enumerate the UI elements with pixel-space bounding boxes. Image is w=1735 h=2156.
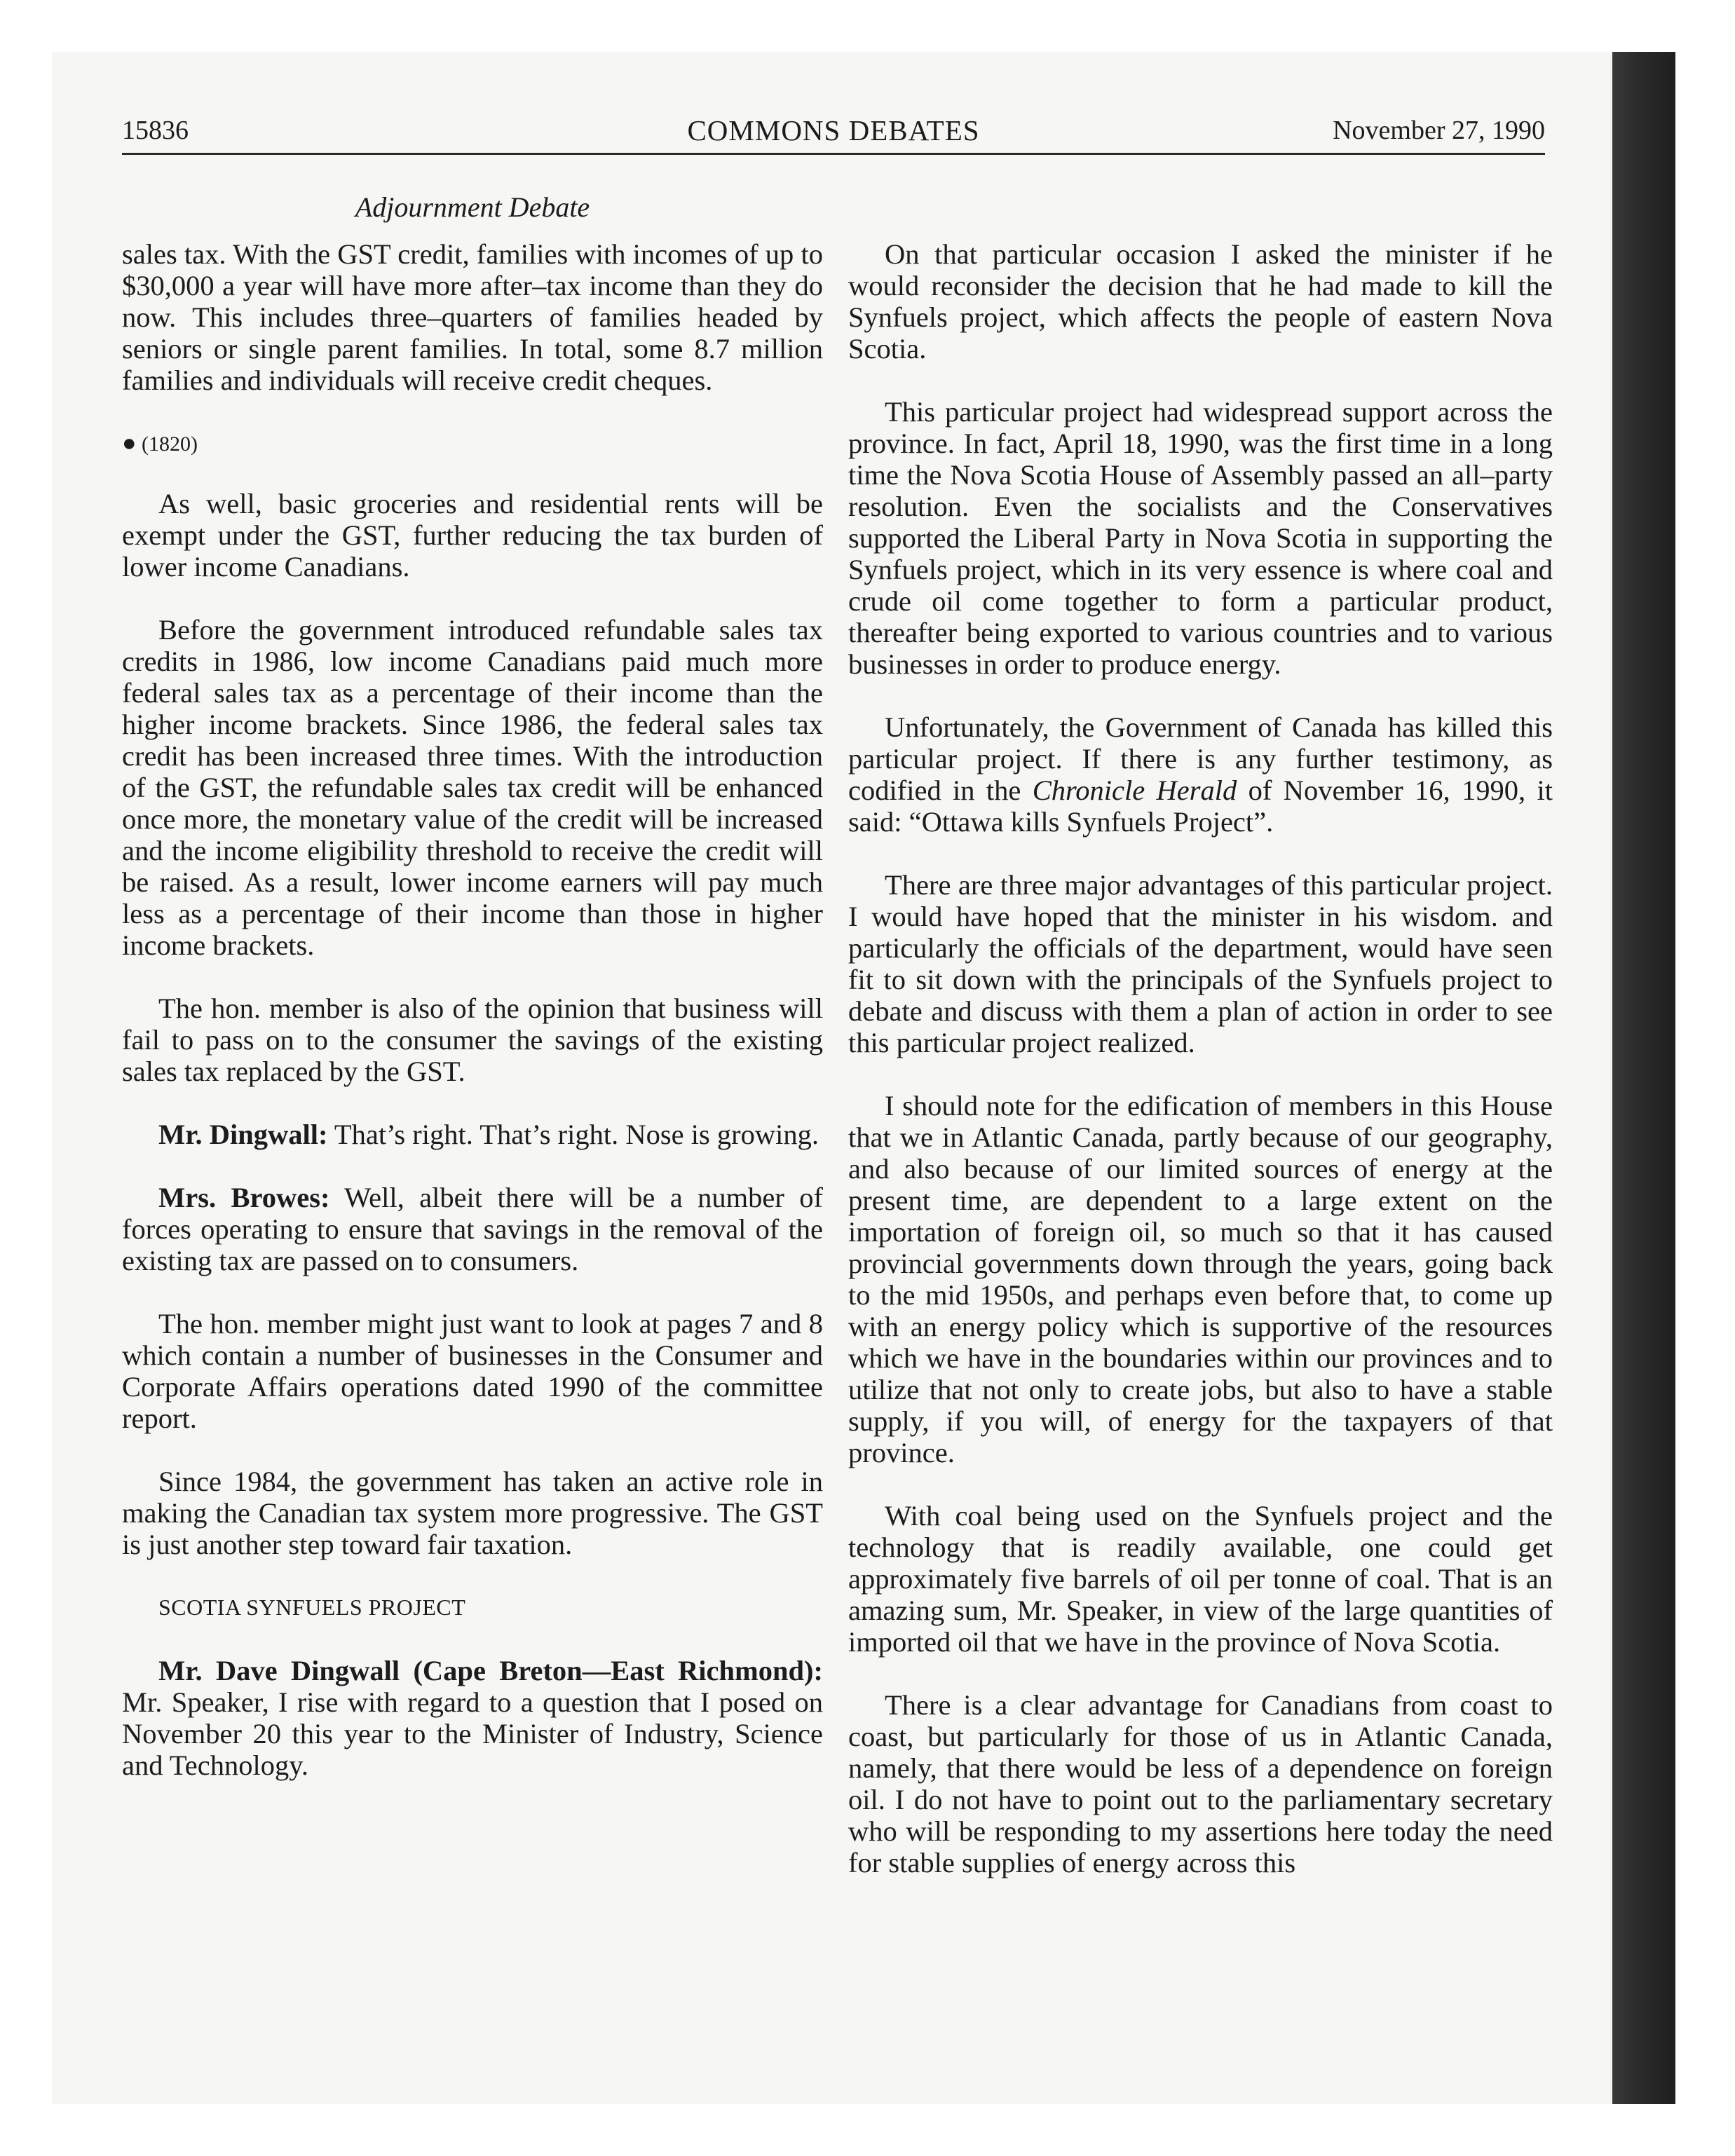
- paragraph: Since 1984, the government has taken an active role in making the Canadian tax system more progressive. The GST is just another step toward fair taxation.: [122, 1466, 823, 1560]
- speech-paragraph: [122, 1655, 823, 1781]
- bullet-icon: ●: [122, 430, 137, 456]
- paragraph: The hon. member is also of the opinion that business will fail to pass on to the consumer the savings of the existing sales tax replaced by the GST.: [122, 992, 823, 1087]
- paragraph: [848, 711, 1553, 838]
- right-column: [848, 238, 1553, 1910]
- timestamp: [122, 428, 823, 460]
- paragraph: sales tax. With the GST credit, families with incomes of up to $30,000 a year will have more after–tax income than they do now. This includes three–quarters of families headed by seniors or single parent families. In total, some 8.7 million families and individuals will receive credit cheques.: [122, 238, 823, 396]
- paragraph-text: of November 16, 1990, it said: “Ottawa kills Synfuels Project”.: [848, 775, 1553, 838]
- paragraph: With coal being used on the Synfuels project and the technology that is readily available, one could get approximately five barrels of oil per tonne of coal. That is an amazing sum, Mr. Speaker, in view of the large quantities of imported oil that we have in the province of Nova Scotia.: [848, 1500, 1553, 1658]
- publication-title: COMMONS DEBATES: [687, 114, 980, 146]
- paragraph-text: Unfortunately, the Government of Canada has killed this particular project. If there is any further testimony, as codified in the: [848, 711, 1553, 806]
- paragraph: I should note for the edification of members in this House that we in Atlantic Canada, partly because of our geography, and also because of our limited sources of energy at the present time, are dependent to a large extent on the importation of foreign oil, so much so that it has caused provincial governments down through the years, going back to the mid 1950s, and perhaps even before that, to come up with an energy policy which is supportive of the resources which we have in the boundaries within our provinces and to utilize that not only to create jobs, but also to have a stable supply, if you will, of energy for the taxpayers of that province.: [848, 1090, 1553, 1468]
- page-number: 15836: [122, 116, 189, 145]
- paragraph: On that particular occasion I asked the minister if he would reconsider the decision that he had made to kill the Synfuels project, which affects the people of eastern Nova Scotia.: [848, 238, 1553, 364]
- subheading: SCOTIA SYNFUELS PROJECT: [158, 1595, 466, 1620]
- paragraph: There is a clear advantage for Canadians from coast to coast, but particularly for those of us in Atlantic Canada, namely, that there would be less of a dependence on foreign oil. I do not have to point out to the parliamentary secretary who will be responding to my assertions here today the need for stable supplies of energy across this: [848, 1689, 1553, 1878]
- paragraph: The hon. member might just want to look at pages 7 and 8 which contain a number of businesses in the Consumer and Corporate Affairs operations dated 1990 of the committee report.: [122, 1308, 823, 1434]
- speaker-name: Mrs. Browes:: [158, 1182, 330, 1213]
- speech-text: That’s right. That’s right. Nose is growing.: [327, 1119, 819, 1150]
- speech-text: Well, albeit there will be a number of forces operating to ensure that savings in the removal of the existing tax are passed on to consumers.: [122, 1182, 823, 1276]
- paragraph: There are three major advantages of this particular project. I would have hoped that the minister in his wisdom. and particularly the officials of the department, would have seen fit to sit down with the principals of the Synfuels project to debate and discuss with them a plan of action in order to see this particular project realized.: [848, 869, 1553, 1058]
- running-header: [122, 114, 1545, 155]
- speech-text: Mr. Speaker, I rise with regard to a question that I posed on November 20 this year to the Minister of Industry, Science and Technology.: [122, 1686, 823, 1781]
- speech-paragraph: [122, 1119, 823, 1150]
- section-title: Adjournment Debate: [355, 191, 590, 223]
- newspaper-title: Chronicle Herald: [1032, 775, 1237, 806]
- left-column: [122, 238, 823, 1813]
- publication-date: November 27, 1990: [1333, 116, 1545, 145]
- timestamp-text: (1820): [142, 432, 198, 456]
- paragraph: This particular project had widespread support across the province. In fact, April 18, 1990, was the first time in a long time the Nova Scotia House of Assembly passed an all–party resolution. Even the socialists and the Conservatives supported the Liberal Party in Nova Scotia in supporting the Synfuels project, which in its very essence is where coal and crude oil come together to form a particular product, thereafter being exported to various countries and to various businesses in order to produce energy.: [848, 396, 1553, 680]
- speaker-name: Mr. Dingwall:: [158, 1119, 328, 1150]
- speech-paragraph: [122, 1182, 823, 1276]
- binding-edge: [1612, 52, 1675, 2104]
- paragraph: Before the government introduced refundable sales tax credits in 1986, low income Canadians paid much more federal sales tax as a percentage of their income than the higher income brackets. Since 1986, the federal sales tax credit has been increased three times. With the introduction of the GST, the refundable sales tax credit will be enhanced once more, the monetary value of the credit will be increased and the income eligibility threshold to receive the credit will be raised. As a result, lower income earners will pay much less as a percentage of their income than those in higher income brackets.: [122, 614, 823, 961]
- paragraph: As well, basic groceries and residential rents will be exempt under the GST, further reducing the tax burden of lower income Canadians.: [122, 488, 823, 582]
- speaker-name: Mr. Dave Dingwall (Cape Breton—East Richmond):: [158, 1655, 823, 1686]
